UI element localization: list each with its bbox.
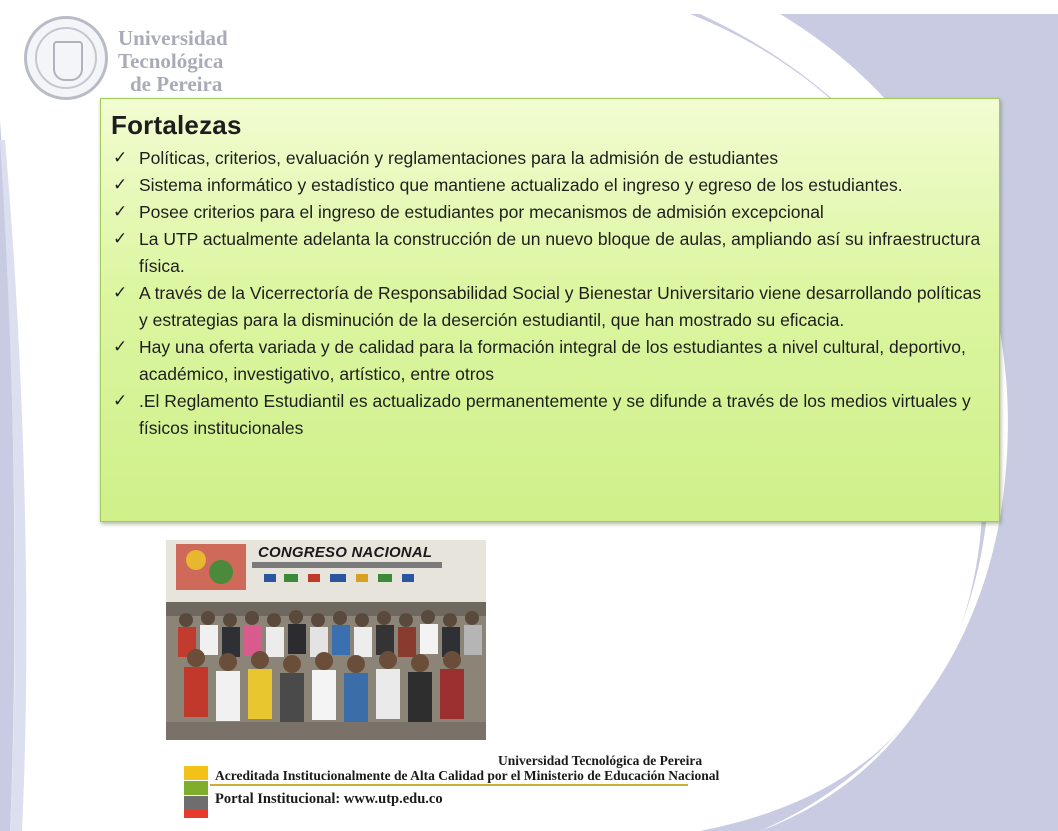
- checkmark-icon: ✓: [113, 148, 128, 168]
- list-item: [109, 145, 985, 172]
- footer-color-bar-yellow: [184, 766, 208, 780]
- list-item-text: La UTP actualmente adelanta la construcción de un nuevo bloque de aulas, ampliando así su infraestructura física.: [139, 229, 981, 276]
- footer-color-bar-red: [184, 810, 208, 818]
- checkmark-icon: ✓: [113, 229, 128, 249]
- list-item-text: Posee criterios para el ingreso de estudiantes por mecanismos de admisión excepcional: [139, 202, 824, 222]
- list-item-text: Sistema informático y estadístico que mantiene actualizado el ingreso y egreso de los estudiantes.: [139, 175, 903, 195]
- checkmark-icon: ✓: [113, 337, 128, 357]
- institutional-footer: [180, 744, 720, 824]
- list-item-text: .El Reglamento Estudiantil es actualizado permanentemente y se difunde a través de los medios virtuales y físicos institucionales: [139, 391, 971, 438]
- logo-line-1: Universidad: [118, 26, 228, 50]
- footer-color-bar-gray: [184, 796, 208, 810]
- checkmark-icon: ✓: [113, 391, 128, 411]
- checkmark-icon: ✓: [113, 283, 128, 303]
- checkmark-icon: ✓: [113, 175, 128, 195]
- logo-wordmark: [118, 27, 228, 96]
- list-item: [109, 172, 985, 199]
- footer-university-name: Universidad Tecnológica de Pereira: [498, 753, 703, 768]
- fortalezas-box: [100, 98, 1000, 522]
- footer-accreditation: Acreditada Institucionalmente de Alta Calidad por el Ministerio de Educación Nacional: [215, 768, 720, 783]
- university-seal-icon: [24, 16, 108, 100]
- logo-line-3: de Pereira: [130, 72, 223, 96]
- footer-color-bar-green: [184, 781, 208, 795]
- footer-divider: [210, 784, 688, 786]
- group-photo-illustration: [166, 540, 486, 740]
- logo-line-2: Tecnológica: [118, 49, 224, 73]
- list-item: [109, 388, 985, 442]
- list-item: [109, 280, 985, 334]
- list-item-text: A través de la Vicerrectoría de Responsabilidad Social y Bienestar Universitario viene desarrollando políticas y estrategias para la disminución de la deserción estudiantil, que han mostrado su eficacia.: [139, 283, 982, 330]
- list-item: [109, 199, 985, 226]
- congress-banner-text: CONGRESO NACIONAL: [258, 544, 433, 561]
- footer-portal-link[interactable]: Portal Institucional: www.utp.edu.co: [215, 791, 443, 807]
- list-item-text: Hay una oferta variada y de calidad para la formación integral de los estudiantes a nivel cultural, deportivo, académico, investigativo, artístico, entre otros: [139, 337, 966, 384]
- box-title: Fortalezas: [111, 110, 242, 140]
- list-item: [109, 226, 985, 280]
- fortalezas-list: [109, 145, 985, 442]
- list-item-text: Políticas, criterios, evaluación y reglamentaciones para la admisión de estudiantes: [139, 148, 779, 168]
- congress-group-photo: [166, 540, 486, 740]
- checkmark-icon: ✓: [113, 202, 128, 222]
- list-item: [109, 334, 985, 388]
- university-logo[interactable]: [18, 12, 228, 112]
